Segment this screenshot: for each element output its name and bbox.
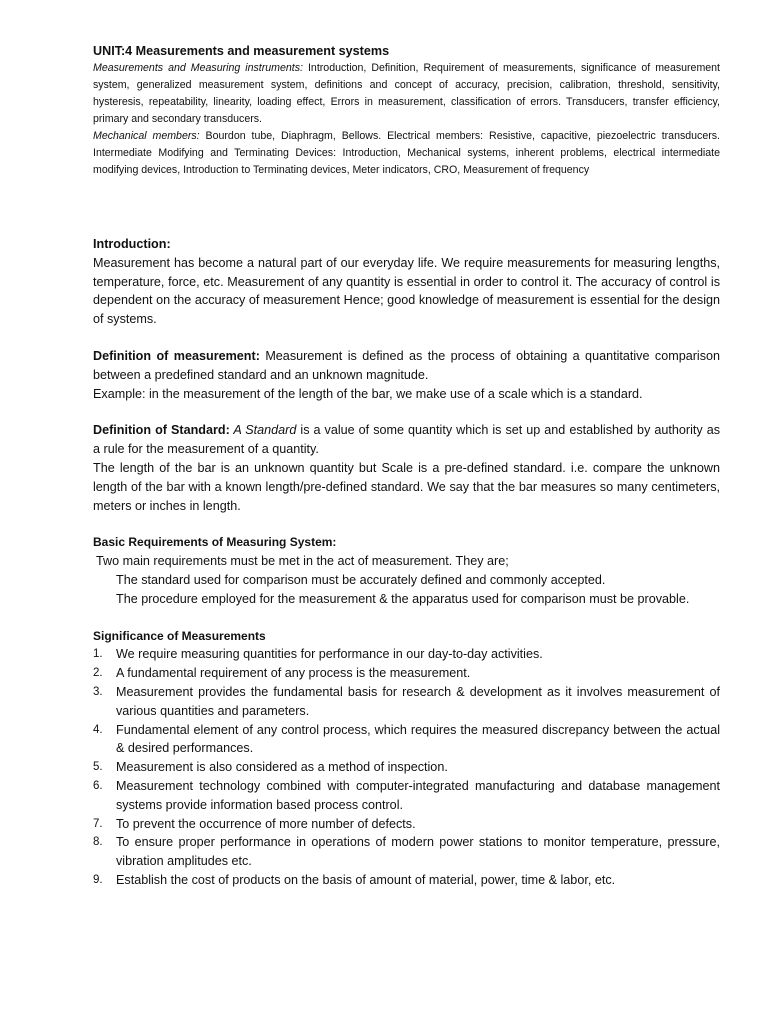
introduction-text: Measurement has become a natural part of our everyday life. We require measurements for measuring lengths, temperature, force, etc. Measurement of any quantity is essential in order to control it. The accuracy of control is dependent on the accuracy of measurement Hence; good knowledge of measurement is essential for the design of systems. [93,255,720,327]
list-item [93,833,720,871]
list-item-text: Measurement is also considered as a method of inspection. [116,760,448,775]
document-page [93,44,720,890]
basic-requirements-heading: Basic Requirements of Measuring System: [93,535,337,550]
list-item-number: 3. [93,685,103,698]
significance-list [93,645,720,889]
list-item-text: Measurement technology combined with computer-integrated manufacturing and database management systems provide information based process control. [116,778,720,812]
list-item-number: 1. [93,648,103,661]
list-item-text: To prevent the occurrence of more number of defects. [116,816,416,831]
definition-standard-paragraph [93,421,720,459]
definition-measurement-text: Measurement is defined as the process of obtaining a quantitative comparison between a predefined standard and an unknown magnitude. [93,348,720,382]
basic-requirements-intro: Two main requirements must be met in the act of measurement. They are; [96,554,509,569]
list-item-number: 5. [93,761,103,774]
list-item [93,871,720,890]
list-item [93,664,720,683]
list-item-number: 6. [93,779,103,792]
list-item [93,777,720,815]
unit-title: UNIT:4 Measurements and measurement systems [93,44,390,58]
definition-standard-text: is a value of some quantity which is set up and established by authority as a rule for the measurement of a quantity. [93,423,721,457]
list-item-number: 8. [93,836,103,849]
list-item [93,721,720,759]
list-item-text: Establish the cost of products on the basis of amount of material, power, time & labor, etc. [116,872,616,887]
list-item-text: A fundamental requirement of any process is the measurement. [116,666,471,681]
definition-standard-label: Definition of Standard: [93,423,230,438]
list-item-text: We require measuring quantities for performance in our day-to-day activities. [116,647,543,662]
significance-heading: Significance of Measurements [93,628,266,643]
definition-measurement-paragraph [93,347,720,385]
syllabus-part2-label: Mechanical members: [93,130,200,142]
list-item [93,815,720,834]
basic-requirement-item: The standard used for comparison must be accurately defined and commonly accepted. [116,572,606,587]
list-item [93,645,720,664]
list-item-text: Fundamental element of any control process, which requires the measured discrepancy between the actual & desired performances. [116,722,720,756]
definition-measurement-example: Example: in the measurement of the length of the bar, we make use of a scale which is a standard. [93,386,643,401]
list-item [93,758,720,777]
list-item-number: 2. [93,667,103,680]
list-item-text: To ensure proper performance in operations of modern power stations to monitor temperature, pressure, vibration amplitudes etc. [116,835,720,869]
list-item-number: 9. [93,873,103,886]
syllabus-block [93,60,720,179]
introduction-heading: Introduction: [93,237,171,251]
basic-requirement-item: The procedure employed for the measurement & the apparatus used for comparison must be provable. [116,591,690,606]
list-item-number: 4. [93,723,103,736]
definition-standard-italic: A Standard [229,423,297,438]
list-item-number: 7. [93,817,103,830]
syllabus-part1-text: Introduction, Definition, Requirement of measurements, significance of measurement system, generalized measurement system, definitions and concept of accuracy, precision, calibration, threshold, sensitivity, hysteresis, repeatability, linearity, loading effect, Errors in measurement, classification of errors. Transducers, transfer efficiency, primary and secondary transducers. [93,62,720,125]
list-item [93,683,720,721]
list-item-text: Measurement provides the fundamental basis for research & development as it involves measurement of various quantities and parameters. [116,684,720,718]
definition-measurement-label: Definition of measurement: [93,348,260,363]
definition-standard-text2: The length of the bar is an unknown quantity but Scale is a pre-defined standard. i.e. compare the unknown length of the bar with a known length/pre-defined standard. We say that the bar measures so many centimeters, meters or inches in length. [93,460,720,513]
syllabus-part1-label: Measurements and Measuring instruments: [93,62,303,74]
syllabus-part2-text: Bourdon tube, Diaphragm, Bellows. Electrical members: Resistive, capacitive, piezoelectric transducers. Intermediate Modifying and Terminating Devices: Introduction, Mechanical systems, inherent problems, electrical intermediate modifying devices, Introduction to Terminating devices, Meter indicators, CRO, Measurement of frequency [93,130,721,176]
